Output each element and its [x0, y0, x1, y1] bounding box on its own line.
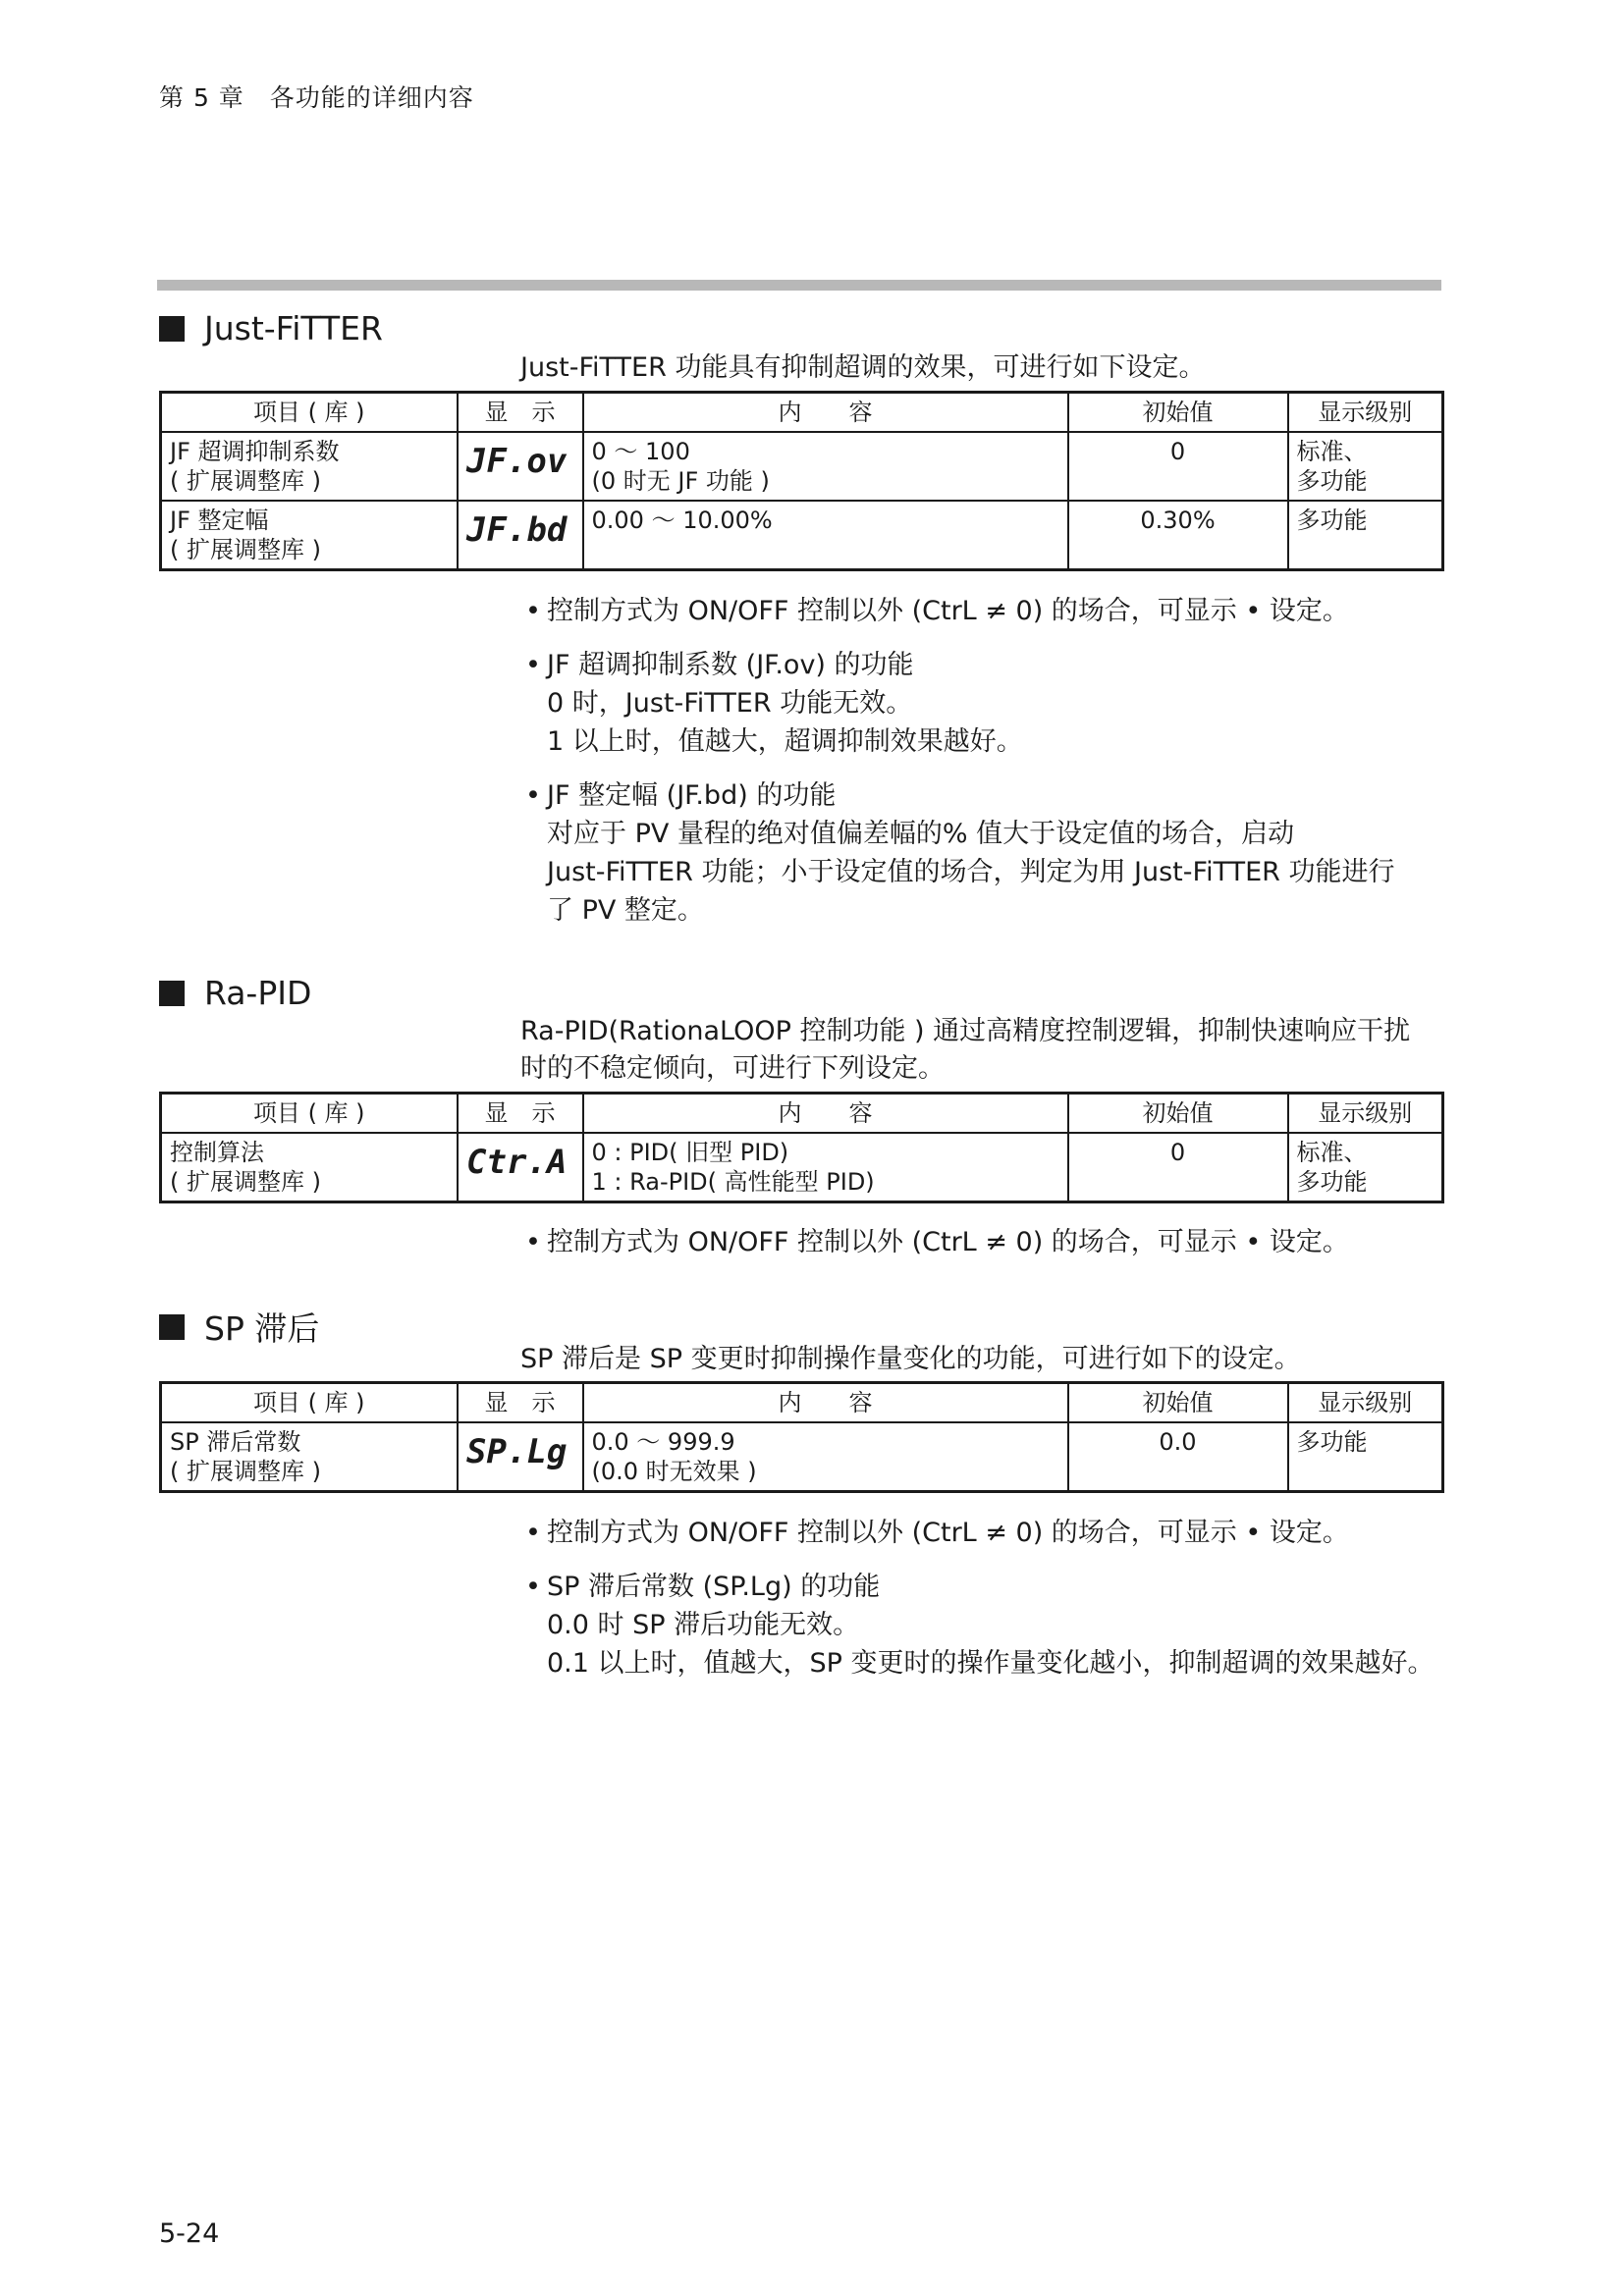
item-bank: ( 扩展调整库 ) [170, 536, 321, 563]
content-cell [583, 1422, 1068, 1492]
initial-value: 0.0 [1068, 1422, 1288, 1492]
display-cell [458, 1422, 583, 1492]
content-cell [583, 432, 1068, 501]
content-option: 1 : Ra-PID( 高性能型 PID) [591, 1168, 875, 1196]
level-cell [1288, 1133, 1443, 1202]
square-bullet-icon [159, 981, 185, 1006]
square-bullet-icon [159, 316, 185, 342]
section-title-text: Ra-PID [204, 974, 312, 1012]
col-header-level: 显示级别 [1288, 393, 1443, 433]
content-note: (0.0 时无效果 ) [591, 1458, 757, 1485]
content-option: 0 : PID( 旧型 PID) [591, 1139, 789, 1166]
section-intro: SP 滞后是 SP 变更时抑制操作量变化的功能，可进行如下的设定。 [520, 1344, 1301, 1374]
note-item: • 控制方式为 ON/OFF 控制以外 (CtrL ≠ 0) 的场合，可显示 • 设定。 [525, 592, 1468, 630]
level-cell [1288, 432, 1443, 501]
display-cell [458, 432, 583, 501]
page-number: 5-24 [159, 2218, 220, 2249]
level-line: 多功能 [1296, 467, 1368, 495]
note-line: 0.0 时 SP 滞后功能无效。 [547, 1610, 860, 1640]
note-item: • 控制方式为 ON/OFF 控制以外 (CtrL ≠ 0) 的场合，可显示 • 设定。 [525, 1223, 1468, 1261]
col-header-level: 显示级别 [1288, 1094, 1443, 1134]
square-bullet-icon [159, 1314, 185, 1340]
table-row [161, 1422, 1443, 1492]
initial-value: 0 [1068, 1133, 1288, 1202]
item-name: SP 滞后常数 [170, 1428, 301, 1456]
col-header-item: 项目 ( 库 ) [161, 1094, 458, 1134]
initial-value: 0.30% [1068, 501, 1288, 570]
note-item: • JF 超调抑制系数 (JF.ov) 的功能 0 时，Just-FiTTER 功能无效。 1 以上时，值越大，超调抑制效果越好。 [525, 646, 1468, 761]
item-cell [161, 1422, 458, 1492]
level-cell [1288, 501, 1443, 570]
section-divider [157, 280, 1441, 291]
note-head: 控制方式为 ON/OFF 控制以外 (CtrL ≠ 0) 的场合，可显示 • 设定。 [547, 1518, 1349, 1548]
note-item: • 控制方式为 ON/OFF 控制以外 (CtrL ≠ 0) 的场合，可显示 • 设定。 [525, 1514, 1468, 1552]
col-header-item: 项目 ( 库 ) [161, 393, 458, 433]
note-head: 控制方式为 ON/OFF 控制以外 (CtrL ≠ 0) 的场合，可显示 • 设定。 [547, 1227, 1349, 1257]
item-cell [161, 432, 458, 501]
svg-text:JF.bd: JF.bd [465, 510, 567, 550]
item-cell [161, 501, 458, 570]
table-header-row [161, 1094, 1443, 1134]
initial-value: 0 [1068, 432, 1288, 501]
level-line: 标准、 [1296, 1139, 1368, 1166]
intro-line: 时的不稳定倾向，可进行下列设定。 [520, 1053, 945, 1084]
col-header-initial: 初始值 [1068, 1383, 1288, 1423]
note-line: 对应于 PV 量程的绝对值偏差幅的% 值大于设定值的场合，启动 [547, 819, 1295, 849]
content-cell [583, 1133, 1068, 1202]
note-head: 控制方式为 ON/OFF 控制以外 (CtrL ≠ 0) 的场合，可显示 • 设定。 [547, 596, 1349, 626]
col-header-level: 显示级别 [1288, 1383, 1443, 1423]
lcd-display-icon [464, 439, 572, 482]
notes-sp-lag [525, 1514, 1468, 1698]
level-cell [1288, 1422, 1443, 1492]
item-bank: ( 扩展调整库 ) [170, 1168, 321, 1196]
item-bank: ( 扩展调整库 ) [170, 1458, 321, 1485]
level-line: 多功能 [1296, 1428, 1368, 1456]
svg-text:JF.ov: JF.ov [465, 442, 567, 481]
col-header-display: 显 示 [458, 393, 583, 433]
section-title-text: Just-FiTTER [204, 309, 383, 347]
content-range: 0.0 ～ 999.9 [591, 1428, 735, 1456]
notes-just-fitter [525, 592, 1468, 945]
section-intro [520, 1013, 1453, 1088]
table-row [161, 501, 1443, 570]
table-row [161, 1133, 1443, 1202]
note-line: 0 时，Just-FiTTER 功能无效。 [547, 688, 913, 719]
col-header-initial: 初始值 [1068, 393, 1288, 433]
lcd-display-icon [464, 507, 572, 551]
item-name: 控制算法 [170, 1139, 264, 1166]
display-cell [458, 501, 583, 570]
level-line: 多功能 [1296, 1168, 1368, 1196]
item-name: JF 超调抑制系数 [170, 438, 340, 465]
lcd-display-icon [464, 1429, 572, 1472]
svg-text:Ctr.A: Ctr.A [465, 1143, 567, 1182]
spec-table-just-fitter [159, 391, 1444, 571]
table-header-row [161, 1383, 1443, 1423]
note-head: JF 整定幅 (JF.bd) 的功能 [547, 780, 837, 811]
table-row [161, 432, 1443, 501]
col-header-content: 内 容 [583, 393, 1068, 433]
section-title-sp-lag [159, 1304, 319, 1350]
lcd-display-icon [464, 1140, 572, 1183]
chapter-header: 第 5 章 各功能的详细内容 [159, 83, 474, 112]
col-header-display: 显 示 [458, 1383, 583, 1423]
notes-ra-pid [525, 1223, 1468, 1277]
display-cell [458, 1133, 583, 1202]
col-header-initial: 初始值 [1068, 1094, 1288, 1134]
content-note: (0 时无 JF 功能 ) [591, 467, 770, 495]
content-range: 0 ～ 100 [591, 438, 690, 465]
svg-text:SP.Lg: SP.Lg [465, 1432, 567, 1471]
spec-table-sp-lag [159, 1381, 1444, 1493]
item-cell [161, 1133, 458, 1202]
intro-line: Ra-PID(RationaLOOP 控制功能 ) 通过高精度控制逻辑，抑制快速响应干扰 [520, 1016, 1411, 1046]
note-item: • JF 整定幅 (JF.bd) 的功能 对应于 PV 量程的绝对值偏差幅的% 值大于设定值的场合，启动 Just-FiTTER 功能；小于设定值的场合，判定为用 Just-FiTTER 功能进行 了 PV 整定。 [525, 776, 1468, 930]
item-name: JF 整定幅 [170, 507, 269, 534]
col-header-item: 项目 ( 库 ) [161, 1383, 458, 1423]
table-header-row [161, 393, 1443, 433]
col-header-content: 内 容 [583, 1383, 1068, 1423]
note-head: JF 超调抑制系数 (JF.ov) 的功能 [547, 650, 914, 680]
level-line: 标准、 [1296, 438, 1368, 465]
content-range: 0.00 ～ 10.00% [591, 507, 773, 534]
col-header-content: 内 容 [583, 1094, 1068, 1134]
note-head: SP 滞后常数 (SP.Lg) 的功能 [547, 1572, 881, 1602]
note-item: • SP 滞后常数 (SP.Lg) 的功能 0.0 时 SP 滞后功能无效。 0.1 以上时，值越大，SP 变更时的操作量变化越小，抑制超调的效果越好。 [525, 1568, 1468, 1682]
note-line: Just-FiTTER 功能；小于设定值的场合，判定为用 Just-FiTTER 功能进行 [547, 857, 1395, 887]
section-title-text: SP 滞后 [204, 1309, 320, 1348]
col-header-display: 显 示 [458, 1094, 583, 1134]
note-line: 0.1 以上时，值越大，SP 变更时的操作量变化越小，抑制超调的效果越好。 [547, 1648, 1435, 1679]
section-title-just-fitter [159, 309, 383, 347]
spec-table-ra-pid [159, 1092, 1444, 1203]
note-line: 了 PV 整定。 [547, 895, 704, 926]
item-bank: ( 扩展调整库 ) [170, 467, 321, 495]
level-line: 多功能 [1296, 507, 1368, 534]
section-title-ra-pid [159, 974, 311, 1012]
content-cell [583, 501, 1068, 570]
note-line: 1 以上时，值越大，超调抑制效果越好。 [547, 726, 1023, 757]
section-intro: Just-FiTTER 功能具有抑制超调的效果，可进行如下设定。 [520, 352, 1206, 383]
